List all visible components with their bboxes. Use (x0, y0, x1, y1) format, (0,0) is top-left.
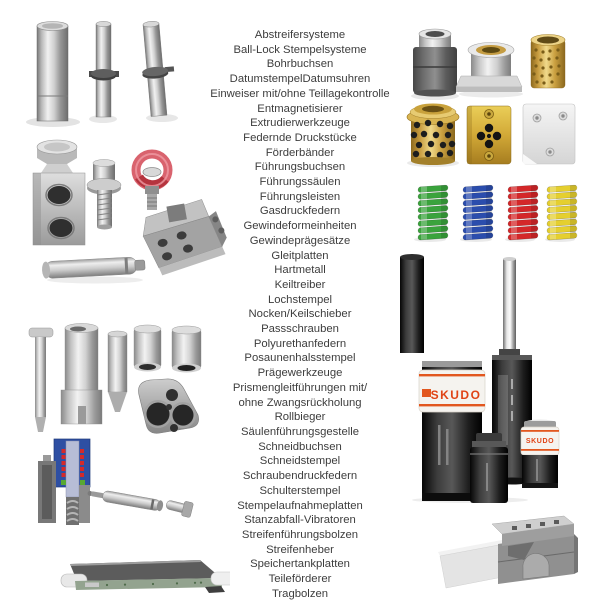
category-link[interactable]: Schneidbuchsen (258, 440, 342, 453)
category-link[interactable]: Posaunenhalsstempel (244, 352, 356, 365)
category-link[interactable]: Streifenführungsbolzen (241, 528, 359, 541)
die-components-illustration (15, 133, 230, 285)
bushing-a (134, 325, 161, 372)
category-link[interactable]: Speichertankplatten (250, 558, 350, 571)
gas-spring-brand-label-small: SKUDO (525, 438, 555, 445)
category-link[interactable]: Bohrbuchsen (266, 58, 334, 71)
pillar-collared (89, 21, 119, 117)
punch-thin (29, 328, 53, 432)
support-pin (42, 256, 146, 278)
category-link[interactable]: Stanzabfall-Vibratoren (244, 514, 356, 527)
spring-blue (463, 185, 493, 240)
guide-pillars-illustration (15, 10, 190, 132)
category-link[interactable]: Gleitplatten (271, 249, 329, 262)
category-link[interactable]: Schulterstempel (259, 484, 341, 497)
brass-perforated-sleeve (531, 35, 565, 89)
category-link[interactable]: Schraubendruckfedern (242, 470, 358, 483)
small-pin (165, 497, 194, 518)
category-link[interactable]: Abstreifersysteme (254, 29, 346, 41)
category-link[interactable]: Polyurethanfedern (253, 337, 347, 350)
gas-spring-brand-label: SKUDO (430, 388, 482, 402)
category-link[interactable]: Führungssäulen (259, 176, 341, 189)
punches-illustration (20, 318, 205, 442)
pillar-large (37, 22, 68, 122)
category-link[interactable]: Säulenführungsgestelle (240, 425, 360, 438)
punch-tapered (108, 331, 127, 412)
lifting-eye (136, 154, 168, 210)
category-link[interactable]: Entmagnetisierer (257, 102, 343, 115)
gold-plate (467, 106, 511, 164)
category-link[interactable]: DatumstempelDatumsuhren (229, 73, 371, 86)
brass-plug-bushing (407, 104, 459, 168)
category-link[interactable]: Hartmetall (274, 264, 326, 277)
gas-spring-partial (400, 254, 424, 353)
gray-bushing (411, 29, 459, 100)
gas-springs-illustration (400, 253, 578, 503)
category-link[interactable]: ohne Zwangsrückholung (238, 396, 362, 409)
spring-yellow (547, 185, 577, 240)
punch-wide (61, 324, 102, 425)
category-link[interactable]: Gewindeformeinheiten (243, 220, 357, 233)
category-link[interactable]: Stempelaufnahmeplatten (237, 499, 363, 512)
product-image-conveyor[interactable] (25, 548, 230, 598)
product-image-cutaway-pins[interactable] (30, 433, 200, 533)
product-image-die-components[interactable] (15, 133, 230, 285)
category-link[interactable]: Prismengleitführungen mit/ (232, 381, 368, 394)
bushings-plates-illustration (403, 22, 578, 168)
category-link[interactable]: Führungsbuchsen (254, 161, 346, 174)
conveyor-illustration (25, 548, 230, 598)
category-link[interactable]: Gasdruckfedern (259, 205, 341, 218)
bending-tool-illustration (438, 514, 578, 596)
category-link[interactable]: Tragbolzen (271, 587, 329, 600)
category-link[interactable]: Rollbieger (274, 411, 326, 424)
category-link[interactable]: Keiltreiber (274, 278, 326, 291)
ejector-pin (87, 488, 164, 512)
triangle-plate (138, 379, 198, 433)
category-link[interactable]: Passschrauben (261, 323, 339, 336)
category-link[interactable]: Gewindeprägesätze (249, 234, 351, 247)
spring-red (508, 185, 538, 240)
gas-spring-small (521, 420, 559, 489)
product-image-guide-pillars[interactable] (15, 10, 190, 132)
flanged-bushing (456, 43, 523, 98)
shoulder-bolt (87, 160, 121, 230)
category-link[interactable]: Federnde Druckstücke (243, 131, 357, 144)
cutaway-pins-illustration (30, 433, 200, 533)
category-link[interactable]: Extrudierwerkzeuge (250, 117, 350, 130)
category-link[interactable]: Einweiser mit/ohne Teillagekontrolle (210, 87, 390, 100)
product-image-gas-springs[interactable] (400, 253, 578, 503)
bushing-b (172, 326, 201, 373)
spring-green (418, 185, 448, 240)
gas-spring-middle (470, 433, 508, 503)
category-link[interactable]: Teileförderer (268, 573, 332, 586)
block-punch (33, 140, 85, 245)
product-image-die-springs[interactable] (410, 181, 578, 243)
cad-cutaway (38, 439, 90, 525)
product-image-bushings-plates[interactable] (403, 22, 578, 168)
pillar-clamped (138, 20, 178, 117)
category-link[interactable]: Führungsleisten (259, 190, 341, 203)
category-link[interactable]: Schneidstempel (259, 455, 341, 468)
category-link[interactable]: Streifenheber (266, 543, 334, 556)
category-link[interactable]: Nocken/Keilschieber (248, 308, 352, 321)
silver-plate (523, 104, 575, 164)
category-link[interactable]: Prägewerkzeuge (257, 367, 343, 380)
product-image-punches[interactable] (20, 318, 205, 442)
category-link[interactable]: Ball-Lock Stempelsysteme (233, 43, 367, 56)
category-link[interactable]: Förderbänder (265, 146, 335, 159)
die-springs-illustration (410, 181, 578, 243)
product-image-bending-tool[interactable] (438, 514, 578, 596)
category-link[interactable]: Lochstempel (267, 293, 333, 306)
